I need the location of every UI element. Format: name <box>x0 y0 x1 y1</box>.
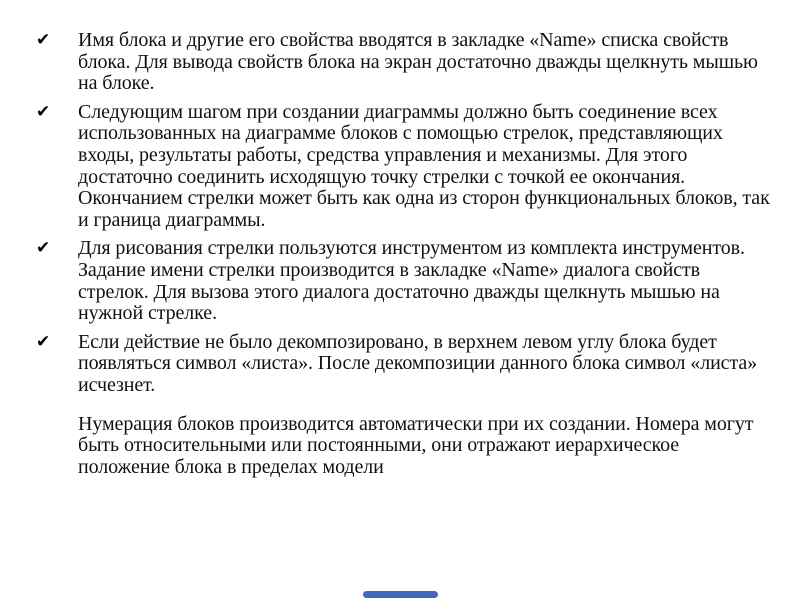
scrollbar-thumb[interactable] <box>363 591 438 598</box>
checkmark-icon: ✔ <box>36 101 51 122</box>
bullet-item <box>0 238 772 324</box>
bullet-text: Для рисования стрелки пользуются инструментом из комплекта инструментов. Задание имени стрелки производится в закладке «Name» диалога свойств стрелок. Для вызова этого диалога достаточно дважды щелкнуть мышью на нужной стрелке. <box>78 237 745 325</box>
bullet-text: Если действие не было декомпозировано, в верхнем левом углу блока будет появляться символ «листа». После декомпозиции данного блока символ «листа» исчезнет. <box>78 330 758 396</box>
checkmark-icon: ✔ <box>36 331 51 352</box>
checkmark-icon: ✔ <box>36 30 51 50</box>
closing-paragraph: Нумерация блоков производится автоматически при их создании. Номера могут быть относительными или постоянными, они отражают иерархическое положение блока в пределах модели <box>78 412 754 478</box>
bullet-item <box>0 102 772 232</box>
checkmark-icon: ✔ <box>36 238 51 259</box>
bullet-item <box>0 332 772 397</box>
bullet-text: Следующим шагом при создании диаграммы должно быть соединение всех использованных на диаграмме блоков с помощью стрелок, представляющих входы, результаты работы, средства управления и механизмы. Для этого достаточно соединить исходящую точку стрелки с точкой ее окончания. Окончанием стрелки может быть как одна из сторон функциональных блоков, так и граница диаграммы. <box>78 100 770 231</box>
bullet-item <box>0 30 772 95</box>
bullet-list <box>0 30 772 397</box>
slide-content <box>0 30 772 478</box>
bullet-text: Имя блока и другие его свойства вводятся в закладке «Name» списка свойств блока. Для вывода свойств блока на экран достаточно дважды щелкнуть мышью на блоке. <box>78 29 758 95</box>
